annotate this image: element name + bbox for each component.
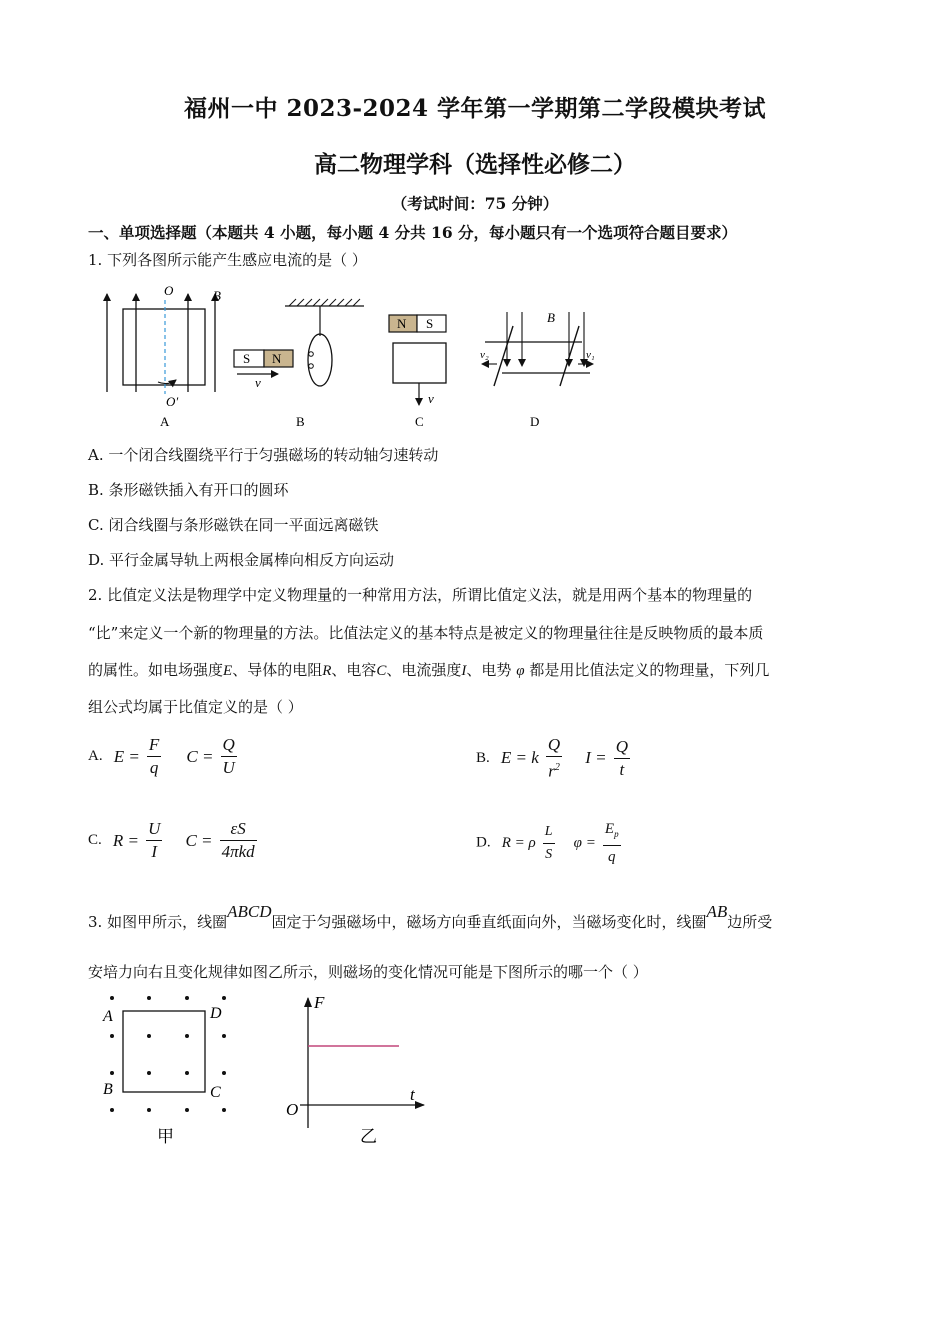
label-s-c: S bbox=[426, 316, 434, 331]
fraction: $\frac{Q}{r^2}$ bbox=[547, 735, 561, 781]
q1-option-c: C. 闭合线圈与条形磁铁在同一平面远离磁铁 bbox=[88, 516, 379, 534]
svg-text:B: B bbox=[103, 1081, 113, 1098]
fraction: $\frac{U}{I}$ bbox=[148, 819, 161, 861]
q2-line2: “比”来定义一个新的物理量的方法。比值法定义的基本特点是被定义的物理量往往是反映物质的最本质 bbox=[88, 624, 764, 642]
figure-c-coil-magnet bbox=[389, 315, 446, 429]
fraction: $\frac{F}{q}$ bbox=[148, 735, 160, 777]
fraction: $\frac{Q}{U}$ bbox=[222, 735, 235, 777]
figure-label-d: D bbox=[530, 414, 540, 429]
q1-stem: 1. 下列各图所示能产生感应电流的是（ ） bbox=[88, 251, 367, 269]
coil-abcd bbox=[123, 1011, 205, 1092]
exam-time-note: （考试时间：75 分钟） bbox=[391, 194, 559, 213]
section-heading: 一、单项选择题（本题共 4 小题，每小题 4 分共 16 分，每小题只有一个选项符合题目要求） bbox=[88, 223, 738, 242]
exam-title: 福州一中 2023-2024 学年第一学期第二学段模块考试 bbox=[183, 95, 767, 122]
q2-option-b: B. E = k $\frac{Q}{r^2}$ I = $\frac{Q}{t}$ bbox=[476, 735, 628, 781]
q3-figure-jia bbox=[95, 990, 245, 1150]
svg-text:F: F bbox=[314, 993, 325, 1012]
fraction: $\frac{Q}{t}$ bbox=[615, 736, 628, 779]
svg-text:D: D bbox=[210, 1005, 222, 1022]
q2-line4: 组公式均属于比值定义的是（ ） bbox=[88, 698, 303, 716]
q2-option-d: D. R = ρ $\frac{L}{S}$ φ = $\frac{E_p}{q}$ bbox=[476, 818, 623, 868]
figure-label-c: C bbox=[415, 414, 424, 429]
q1-figure bbox=[92, 282, 622, 432]
figure-label-b: B bbox=[296, 414, 305, 429]
label-o-prime: O′ bbox=[166, 394, 179, 409]
figure-d-rails bbox=[480, 310, 595, 429]
svg-text:t: t bbox=[410, 1085, 415, 1104]
figure-label-a: A bbox=[160, 414, 170, 429]
q2-option-c: C. R = $\frac{U}{I}$ C = $\frac{\varepsilon S}{\text{4πkd}}$ bbox=[88, 819, 255, 861]
q3-line1: 3. 如图甲所示，线圈ABCD固定于匀强磁场中，磁场方向垂直纸面向外，当磁场变化时，线圈AB边所受 bbox=[88, 902, 773, 931]
svg-text:O: O bbox=[286, 1100, 299, 1119]
label-v2: v₂ bbox=[480, 349, 489, 361]
figure-b-magnet-ring bbox=[234, 299, 364, 429]
label-n-b: N bbox=[272, 351, 282, 366]
label-o: O bbox=[164, 283, 174, 298]
fraction: $\frac{\varepsilon S}{\text{4πkd}}$ bbox=[221, 819, 255, 861]
q3-figure-yi bbox=[280, 990, 440, 1150]
q1-option-d: D. 平行金属导轨上两根金属棒向相反方向运动 bbox=[88, 551, 395, 569]
q2-option-a: A. E = $\frac{F}{q}$ C = $\frac{Q}{U}$ bbox=[88, 735, 235, 777]
figure-a-rotating-coil bbox=[107, 283, 221, 429]
fraction: $\frac{E_p}{q}$ bbox=[603, 818, 621, 868]
label-b-d: B bbox=[547, 310, 555, 325]
label-v1: v₁ bbox=[586, 349, 595, 361]
label-n-c: N bbox=[397, 316, 407, 331]
q2-line1: 2. 比值定义法是物理学中定义物理量的一种常用方法，所谓比值定义法，就是用两个基本的物理量的 bbox=[88, 586, 753, 604]
label-v-b: v bbox=[255, 375, 261, 390]
field-dots bbox=[110, 996, 226, 1112]
caption-yi: 乙 bbox=[360, 1127, 377, 1146]
caption-jia: 甲 bbox=[157, 1127, 174, 1146]
q2-line3: 的属性。如电场强度E、导体的电阻R、电容C、电流强度I、电势 φ 都是用比值法定义的物理量，下列几 bbox=[88, 661, 770, 679]
exam-subtitle: 高二物理学科（选择性必修二） bbox=[314, 151, 636, 178]
q3-line2: 安培力向右且变化规律如图乙所示，则磁场的变化情况可能是下图所示的哪一个（ ） bbox=[88, 963, 648, 981]
label-b-field: B bbox=[213, 288, 221, 303]
label-v-c: v bbox=[428, 391, 434, 406]
label-s-b: S bbox=[243, 351, 251, 366]
svg-text:C: C bbox=[210, 1084, 221, 1101]
fraction: $\frac{L}{S}$ bbox=[543, 821, 555, 866]
q1-option-a: A. 一个闭合线圈绕平行于匀强磁场的转动轴匀速转动 bbox=[88, 446, 439, 464]
svg-text:A: A bbox=[103, 1008, 113, 1025]
q1-option-b: B. 条形磁铁插入有开口的圆环 bbox=[88, 481, 289, 499]
